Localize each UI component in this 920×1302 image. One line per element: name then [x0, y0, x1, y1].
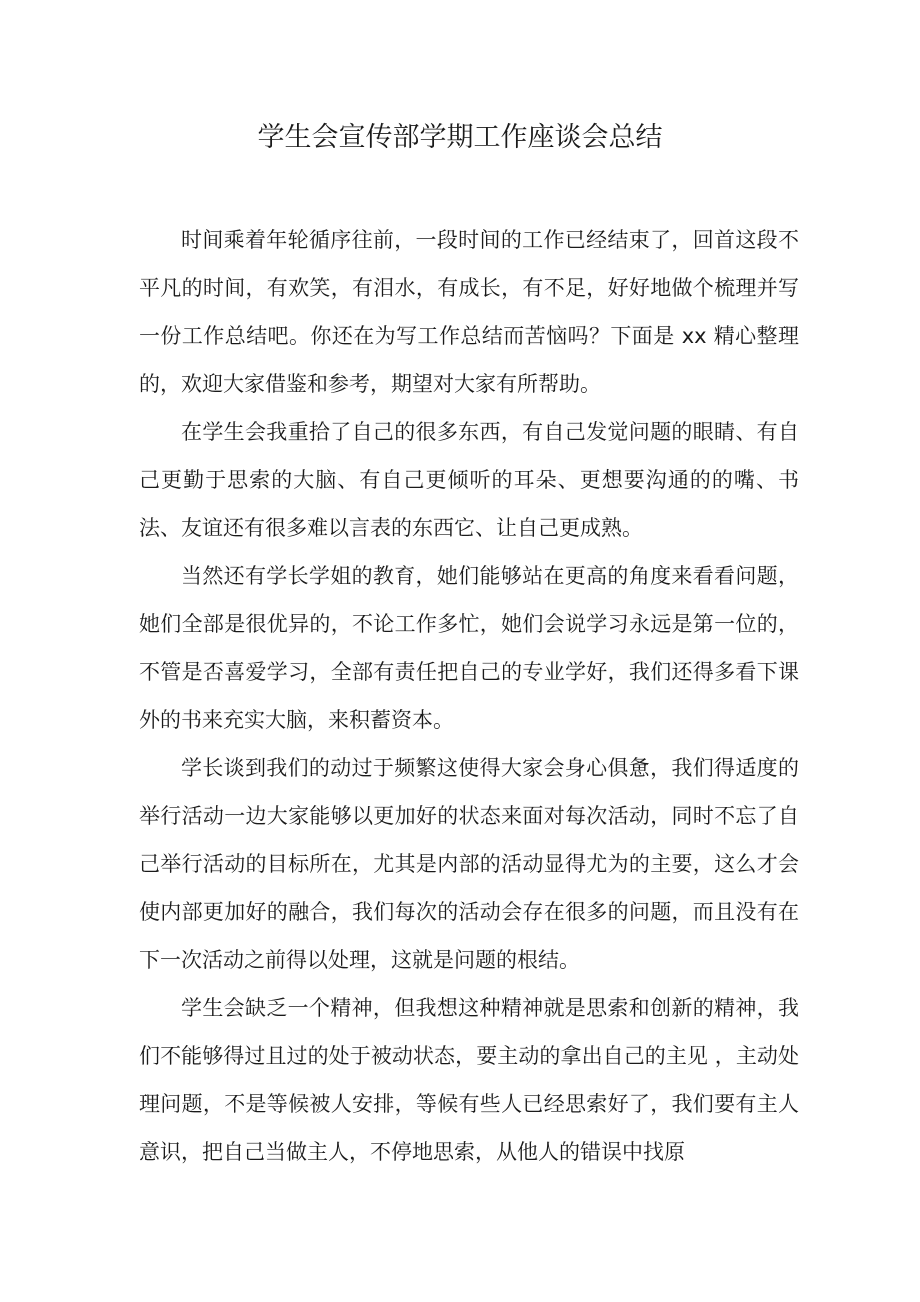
paragraph-5: 学生会缺乏一个精神，但我想这种精神就是思索和创新的精神，我们不能够得过且过的处于被动状态，要主动的拿出自己的主见 ，主动处理问题，不是等候被人安排，等候有些人已经思索好了，我们要有主人意识，把自己当做主人，不停地思索，从他人的错误中找原: [139, 996, 799, 1164]
paragraph-4: 学长谈到我们的动过于频繁这使得大家会身心俱惫，我们得适度的举行活动一边大家能够以更加好的状态来面对每次活动，同时不忘了自己举行活动的目标所在，尤其是内部的活动显得尤为的主要，这么才会使内部更加好的融合，我们每次的活动会存在很多的问题，而且没有在下一次活动之前得以处理，这就是问题的根结。: [139, 756, 799, 972]
document-title: 学生会宣传部学期工作座谈会总结: [257, 122, 663, 153]
paragraph-3: 当然还有学长学姐的教育，她们能够站在更高的角度来看看问题，她们全部是很优异的，不论工作多忙，她们会说学习永远是第一位的，不管是否喜爱学习，全部有责任把自己的专业学好，我们还得多看下课外的书来充实大脑，来积蓄资本。: [139, 564, 799, 732]
document-body: [139, 216, 799, 1176]
paragraph-1: 时间乘着年轮循序往前，一段时间的工作已经结束了，回首这段不平凡的时间，有欢笑，有泪水，有成长，有不足，好好地做个梳理并写一份工作总结吧。你还在为写工作总结而苦恼吗？下面是 xx 精心整理的，欢迎大家借鉴和参考，期望对大家有所帮助。: [139, 228, 799, 396]
paragraph-2: 在学生会我重拾了自己的很多东西，有自己发觉问题的眼睛、有自己更勤于思索的大脑、有自己更倾听的耳朵、更想要沟通的的嘴、书法、友谊还有很多难以言表的东西它、让自己更成熟。: [139, 420, 799, 540]
